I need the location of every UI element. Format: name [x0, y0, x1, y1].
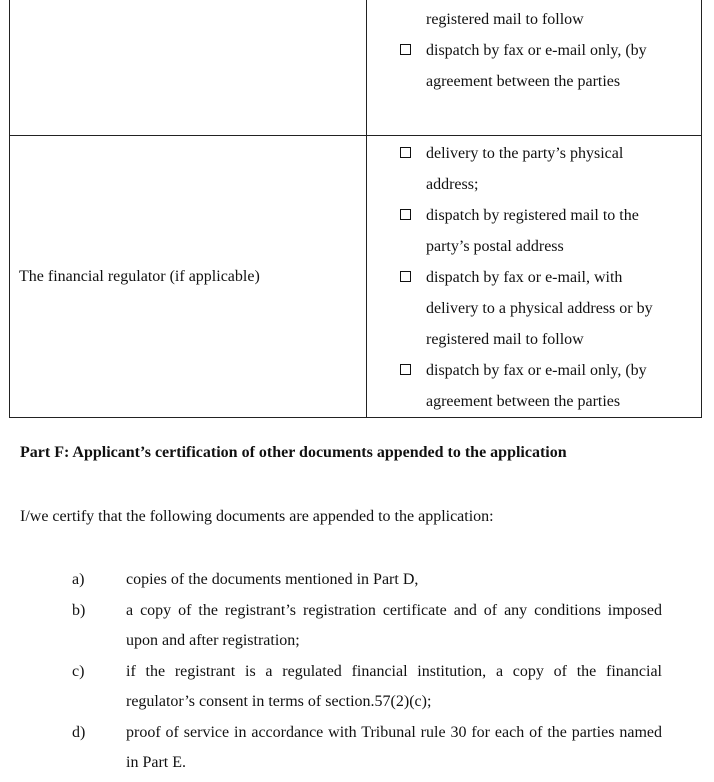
list-marker: b)	[72, 601, 86, 619]
list-item	[72, 596, 662, 657]
options-cell	[367, 136, 702, 418]
checkbox[interactable]	[400, 44, 411, 55]
service-option-line	[400, 169, 701, 200]
options-cell	[367, 0, 702, 136]
list-item-text: copies of the documents mentioned in Part D,	[126, 571, 419, 588]
option-text: registered mail to follow	[426, 331, 584, 348]
option-text: party’s postal address	[426, 238, 564, 255]
list-item	[72, 657, 662, 718]
option-text: delivery to a physical address or by	[426, 300, 653, 317]
service-option-line	[400, 66, 701, 97]
checkbox[interactable]	[400, 271, 411, 282]
table-row	[10, 136, 702, 418]
list-item	[72, 718, 662, 779]
list-item-text: if the registrant is a regulated financial institution, a copy of the financial regulator’s consent in terms of section.57(2)(c);	[126, 662, 662, 710]
list-item-text: a copy of the registrant’s registration certificate and of any conditions imposed upon and after registration;	[126, 601, 662, 649]
checkbox[interactable]	[400, 209, 411, 220]
option-text: registered mail to follow	[426, 11, 584, 28]
option-text: dispatch by fax or e-mail only, (by	[426, 362, 647, 379]
list-item	[72, 565, 662, 596]
service-option-line	[400, 231, 701, 262]
service-option	[400, 138, 701, 169]
service-option-line	[400, 293, 701, 324]
option-text: dispatch by registered mail to the	[426, 207, 639, 224]
service-option	[400, 200, 701, 231]
party-cell	[10, 0, 367, 136]
appended-documents-list	[72, 565, 662, 779]
option-text: agreement between the parties	[426, 393, 621, 410]
party-cell: The financial regulator (if applicable)	[10, 136, 367, 418]
service-options-list	[367, 4, 701, 97]
list-marker: d)	[72, 723, 86, 741]
option-text: dispatch by fax or e-mail, with	[426, 269, 623, 286]
list-item-text: proof of service in accordance with Tribunal rule 30 for each of the parties named in Part E.	[126, 723, 662, 771]
part-f-heading: Part F: Applicant’s certification of other documents appended to the application	[20, 444, 567, 461]
option-text: address;	[426, 176, 479, 193]
option-text: agreement between the parties	[426, 73, 621, 90]
service-option	[400, 355, 701, 386]
service-option	[400, 35, 701, 66]
service-options-list	[367, 138, 701, 417]
table-row	[10, 0, 702, 136]
option-text: dispatch by fax or e-mail only, (by	[426, 42, 647, 59]
certification-intro: I/we certify that the following documents are appended to the application:	[20, 508, 494, 525]
service-option-line	[400, 4, 701, 35]
service-option-line	[400, 386, 701, 417]
option-text: delivery to the party’s physical	[426, 145, 624, 162]
service-option-line	[400, 324, 701, 355]
list-marker: a)	[72, 571, 85, 588]
service-option	[400, 262, 701, 293]
service-method-table	[9, 0, 702, 418]
checkbox[interactable]	[400, 364, 411, 375]
checkbox[interactable]	[400, 147, 411, 158]
list-marker: c)	[72, 662, 85, 680]
